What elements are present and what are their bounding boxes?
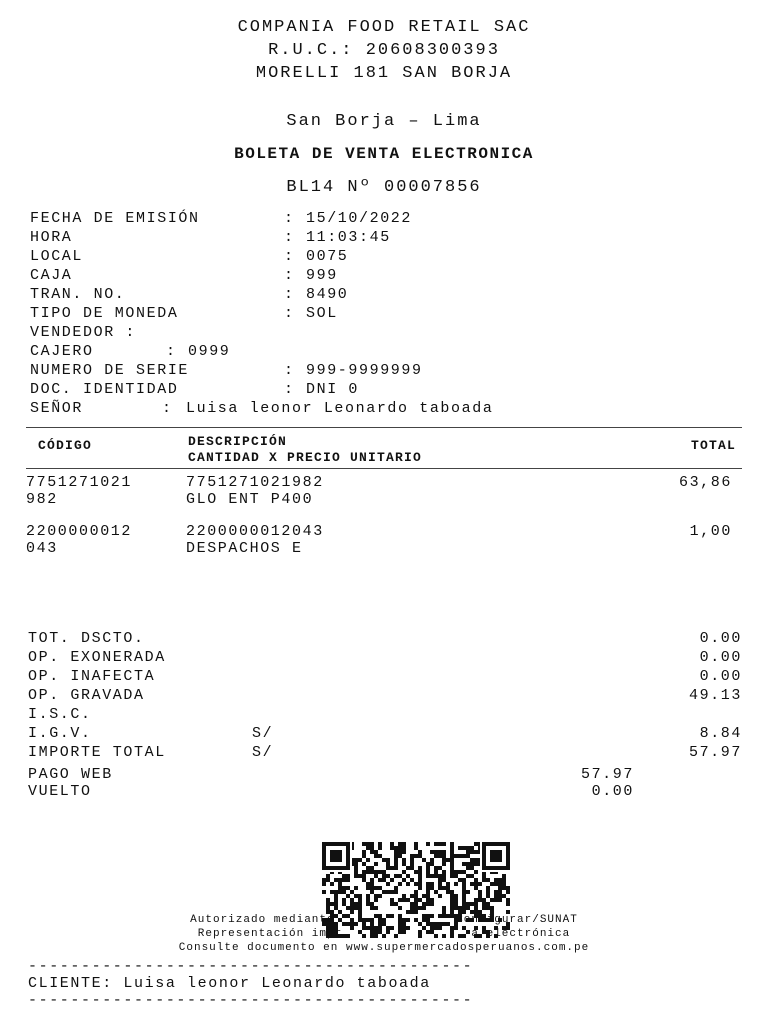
city: San Borja – Lima — [286, 112, 482, 131]
meta-value-hora: 11:03:45 — [306, 229, 391, 246]
row-desc-2: DESPACHOS E — [186, 540, 303, 557]
meta-label-hora: HORA — [30, 229, 73, 246]
total-label: IMPORTE TOTAL — [28, 744, 166, 761]
meta-sep-senor: : — [162, 400, 173, 417]
total-value: 49.13 — [688, 687, 742, 704]
payment-value: 0.00 — [591, 783, 634, 800]
meta-label-fecha: FECHA DE EMISIÓN — [30, 210, 200, 227]
meta-label-cajero: CAJERO — [30, 343, 94, 360]
total-label: I.G.V. — [28, 725, 92, 742]
total-label: OP. INAFECTA — [28, 668, 156, 685]
meta-value-cajero: 0999 — [188, 343, 231, 360]
meta-sep-local: : — [284, 248, 295, 265]
row-desc-1: 7751271021982 — [186, 474, 324, 491]
payment-label: PAGO WEB — [28, 766, 113, 783]
total-currency: S/ — [252, 725, 274, 742]
meta-value-identidad: DNI 0 — [306, 381, 360, 398]
meta-sep-hora: : — [284, 229, 295, 246]
meta-sep-cajero: : — [166, 343, 177, 360]
meta-label-tran: TRAN. NO. — [30, 286, 126, 303]
meta-value-moneda: SOL — [306, 305, 338, 322]
col-header-total: TOTAL — [690, 438, 736, 453]
payment-value: 57.97 — [580, 766, 634, 783]
total-label: OP. EXONERADA — [28, 649, 166, 666]
total-value: 8.84 — [699, 725, 742, 742]
total-label: TOT. DSCTO. — [28, 630, 145, 647]
company-ruc: R.U.C.: 20608300393 — [268, 41, 500, 60]
client-line: CLIENTE: Luisa leonor Leonardo taboada — [28, 975, 431, 992]
meta-label-local: LOCAL — [30, 248, 84, 265]
row-code-2: 043 — [26, 540, 58, 557]
meta-sep-identidad: : — [284, 381, 295, 398]
meta-value-tran: 8490 — [306, 286, 349, 303]
meta-label-identidad: DOC. IDENTIDAD — [30, 381, 179, 398]
meta-sep-tran: : — [284, 286, 295, 303]
row-total: 1,00 — [689, 523, 732, 540]
consult-note: Consulte documento en www.supermercadosperuanos.com.pe — [178, 942, 590, 954]
total-currency: S/ — [252, 744, 274, 761]
col-header-desc-1: DESCRIPCIÓN — [188, 434, 288, 449]
meta-label-caja: CAJA — [30, 267, 73, 284]
row-total: 63,86 — [678, 474, 732, 491]
divider-top — [26, 427, 742, 428]
company-name: COMPANIA FOOD RETAIL SAC — [237, 18, 531, 37]
divider-header — [26, 468, 742, 469]
payment-label: VUELTO — [28, 783, 92, 800]
row-code-1: 2200000012 — [26, 523, 133, 540]
meta-sep-serie: : — [284, 362, 295, 379]
authorization-note: Autorizado mediante Configurar/SUNAT — [190, 914, 578, 926]
col-header-code: CÓDIGO — [38, 438, 93, 453]
row-desc-1: 2200000012043 — [186, 523, 324, 540]
meta-value-fecha: 15/10/2022 — [306, 210, 413, 227]
meta-sep-moneda: : — [284, 305, 295, 322]
document-type: BOLETA DE VENTA ELECTRONICA — [234, 145, 534, 163]
meta-label-senor: SEÑOR — [30, 400, 84, 417]
col-header-desc-2: CANTIDAD X PRECIO UNITARIO — [188, 450, 423, 465]
meta-value-serie: 999-9999999 — [306, 362, 423, 379]
meta-label-vendedor: VENDEDOR : — [30, 324, 137, 341]
meta-value-senor: Luisa leonor Leonardo taboada — [186, 400, 494, 417]
dashed-divider: ------------------------------------------ — [28, 992, 474, 1009]
total-label: OP. GRAVADA — [28, 687, 145, 704]
meta-value-caja: 999 — [306, 267, 338, 284]
total-value: 0.00 — [699, 668, 742, 685]
meta-value-local: 0075 — [306, 248, 349, 265]
meta-label-moneda: TIPO DE MONEDA — [30, 305, 179, 322]
total-label: I.S.C. — [28, 706, 92, 723]
company-address: MORELLI 181 SAN BORJA — [255, 64, 513, 83]
total-value: 57.97 — [688, 744, 742, 761]
meta-sep-fecha: : — [284, 210, 295, 227]
row-code-1: 7751271021 — [26, 474, 133, 491]
row-code-2: 982 — [26, 491, 58, 508]
dashed-divider: ------------------------------------------ — [28, 958, 474, 975]
meta-label-serie: NUMERO DE SERIE — [30, 362, 190, 379]
total-value: 0.00 — [699, 649, 742, 666]
total-value: 0.00 — [699, 630, 742, 647]
meta-sep-caja: : — [284, 267, 295, 284]
document-number: BL14 Nº 00007856 — [286, 178, 482, 197]
row-desc-2: GLO ENT P400 — [186, 491, 314, 508]
representation-note: Representación impr a electrónica — [197, 928, 571, 940]
